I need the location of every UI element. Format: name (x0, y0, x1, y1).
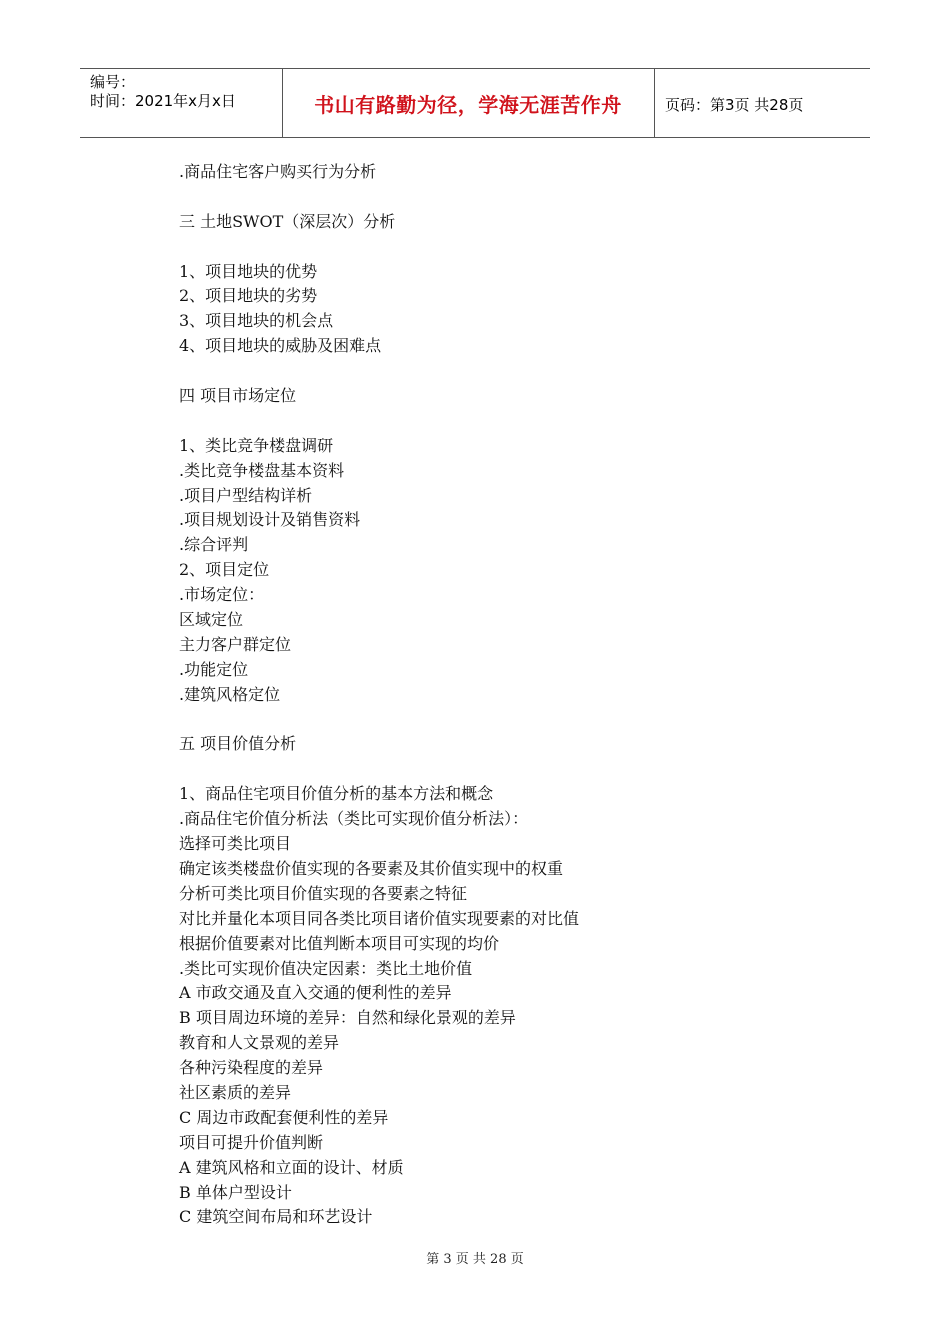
text-line: 选择可类比项目 (179, 834, 292, 854)
text-line: 对比并量化本项目同各类比项目诸价值实现要素的对比值 (179, 908, 580, 928)
blank-line (179, 409, 859, 434)
text-line: 区域定位 (179, 610, 244, 630)
text-line: 主力客户群定位 (179, 634, 292, 654)
header-meta (90, 73, 236, 111)
text-line: 3、项目地块的机会点 (179, 311, 334, 331)
text-line: 教育和人文景观的差异 (179, 1033, 340, 1053)
blank-line (179, 235, 859, 260)
text-line: 1、类比竞争楼盘调研 (179, 435, 334, 455)
text-line: 4、项目地块的威胁及困难点 (179, 336, 382, 356)
blank-line (179, 185, 859, 210)
text-line: C 建筑空间布局和环艺设计 (179, 1207, 373, 1227)
text-line: 2、项目定位 (179, 560, 270, 580)
text-line: B 单体户型设计 (179, 1182, 292, 1202)
page-footer: 第 3 页 共 28 页 (426, 1252, 524, 1267)
text-line: 2、项目地块的劣势 (179, 286, 318, 306)
text-line: A 市政交通及直入交通的便利性的差异 (179, 983, 452, 1003)
text-line: .项目规划设计及销售资料 (179, 510, 361, 530)
text-line: C 周边市政配套便利性的差异 (179, 1107, 389, 1127)
text-line: .功能定位 (179, 659, 249, 679)
text-line: 五 项目价值分析 (179, 734, 297, 754)
text-line: .商品住宅价值分析法（类比可实现价值分析法）： (179, 809, 529, 829)
blank-line (179, 757, 859, 782)
text-line: A 建筑风格和立面的设计、材质 (179, 1157, 404, 1177)
header-motto: 书山有路勤为径，学海无涯苦作舟 (314, 93, 622, 117)
text-line: 确定该类楼盘价值实现的各要素及其价值实现中的权重 (179, 858, 564, 878)
text-line: .建筑风格定位 (179, 684, 281, 704)
text-line: 1、项目地块的优势 (179, 261, 318, 281)
text-line: B 项目周边环境的差异：自然和绿化景观的差异 (179, 1008, 516, 1028)
text-line: .类比可实现价值决定因素：类比土地价值 (179, 958, 473, 978)
header-divider (654, 69, 655, 137)
text-line: 根据价值要素对比值判断本项目可实现的均价 (179, 933, 500, 953)
document-body (179, 160, 859, 1230)
blank-line (179, 359, 859, 384)
header-page-info: 页码：第3页 共28页 (665, 96, 804, 114)
text-line: .商品住宅客户购买行为分析 (179, 162, 377, 181)
text-line: .项目户型结构详析 (179, 485, 313, 505)
text-line: 三 土地SWOT（深层次）分析 (179, 211, 396, 231)
text-line: .市场定位： (179, 585, 265, 605)
text-line: .综合评判 (179, 535, 249, 555)
page-header (80, 68, 870, 138)
time-label: 时间：2021年x月x日 (90, 92, 236, 110)
blank-line (179, 708, 859, 733)
text-line: 各种污染程度的差异 (179, 1058, 324, 1078)
text-line: 社区素质的差异 (179, 1082, 292, 1102)
text-line: 项目可提升价值判断 (179, 1132, 324, 1152)
text-line: 四 项目市场定位 (179, 386, 297, 406)
text-line: 分析可类比项目价值实现的各要素之特征 (179, 883, 468, 903)
text-line: .类比竞争楼盘基本资料 (179, 460, 345, 480)
serial-label: 编号： (90, 73, 136, 91)
text-line: 1、商品住宅项目价值分析的基本方法和概念 (179, 784, 494, 804)
